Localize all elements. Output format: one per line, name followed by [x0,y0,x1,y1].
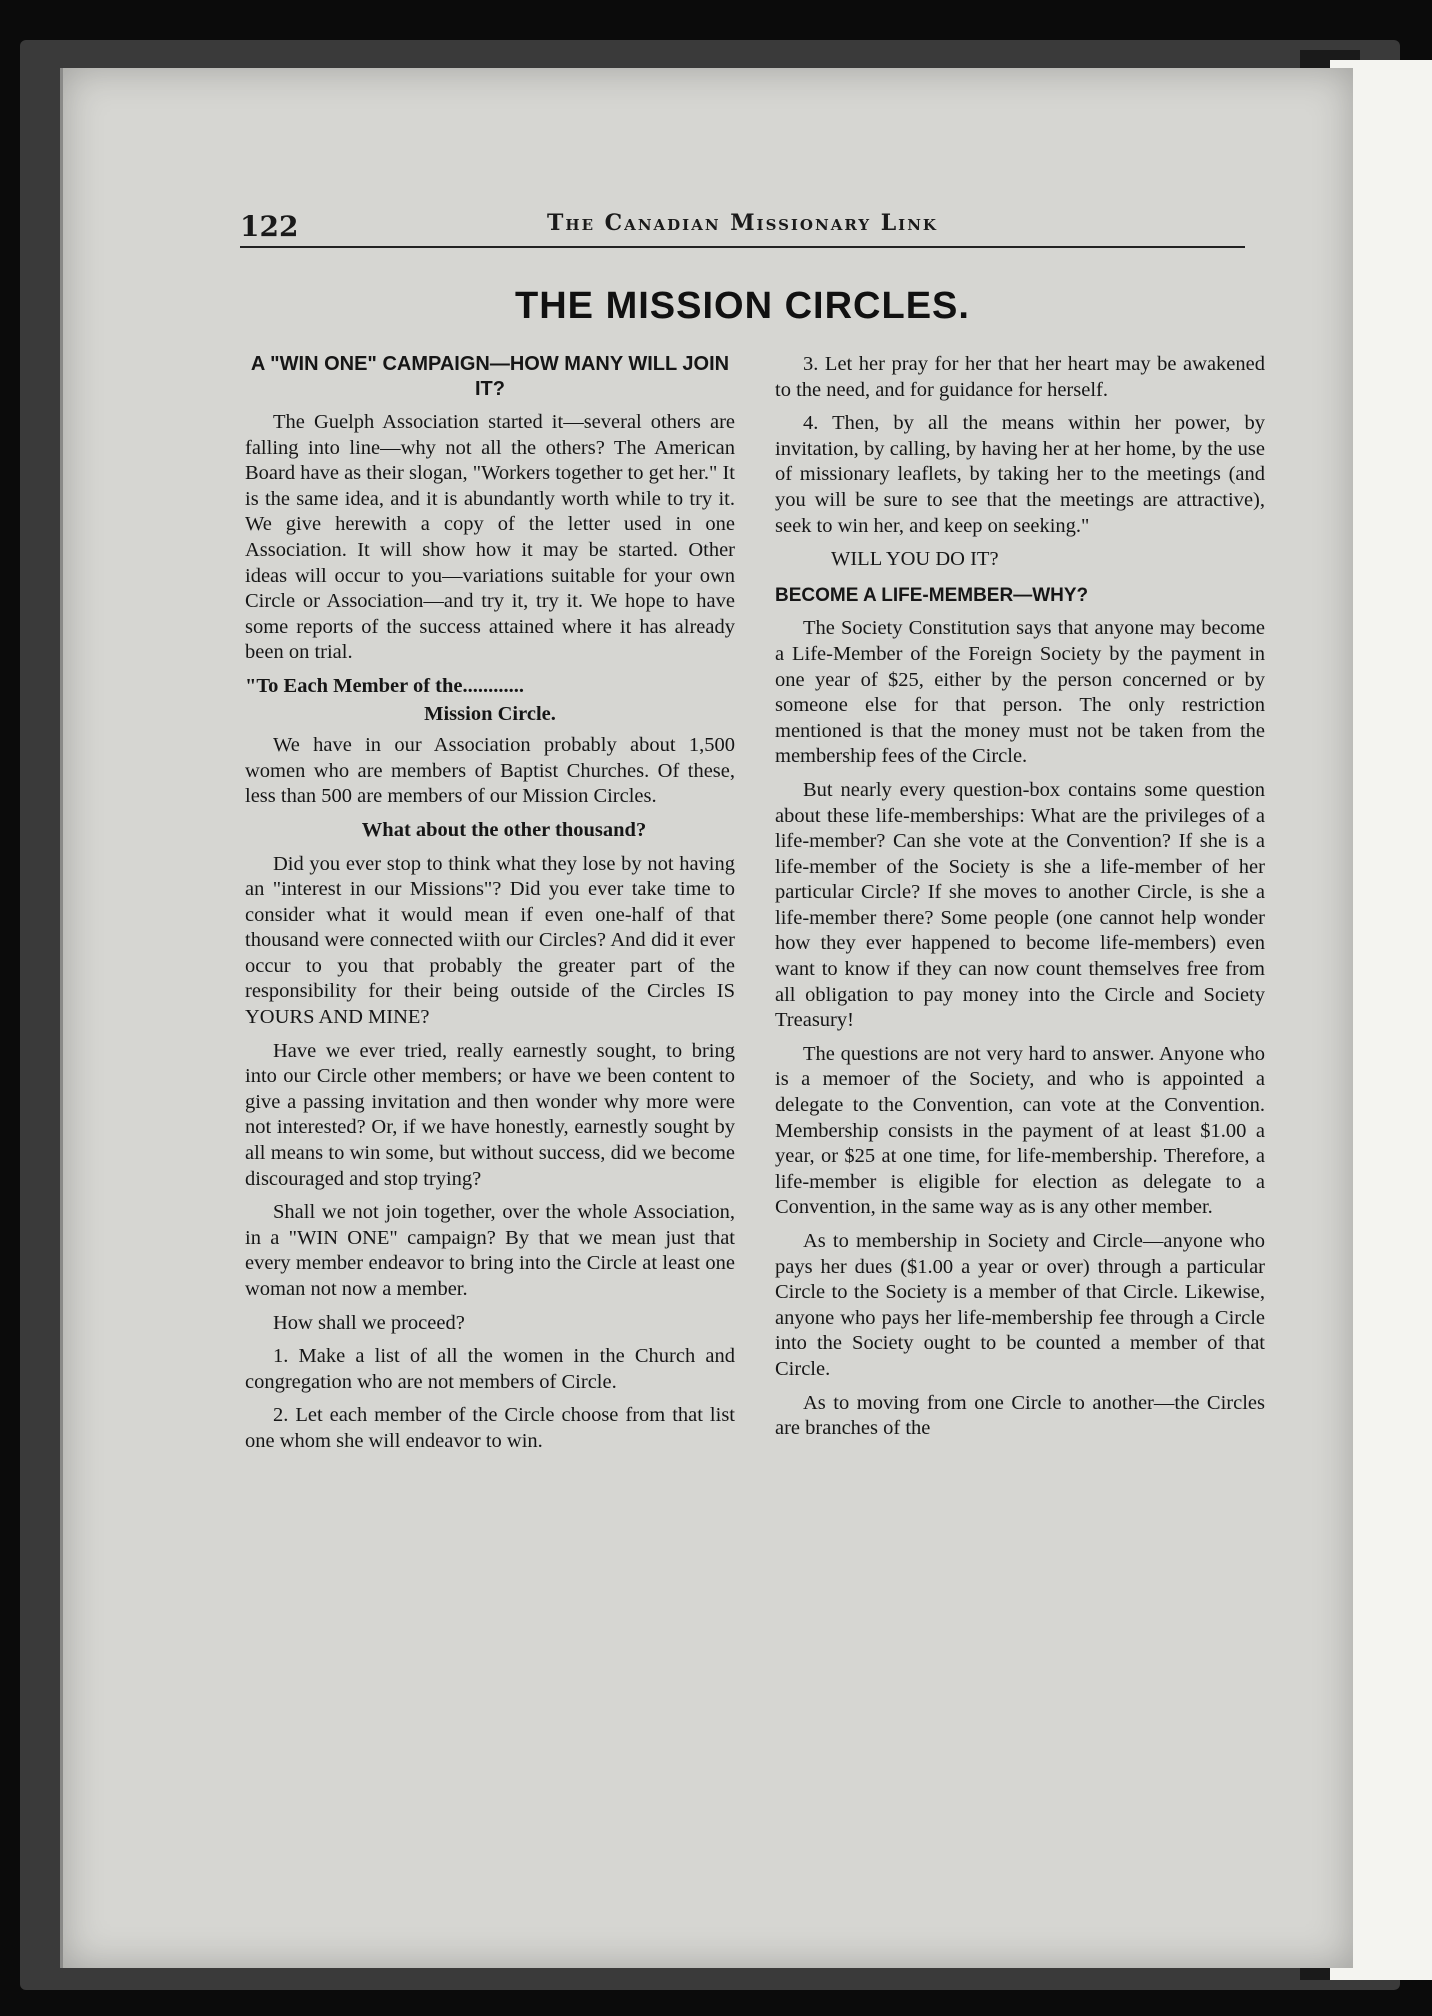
running-title: The Canadian Missionary Link [547,210,938,236]
list-item: 3. Let her pray for her that her heart may be awakened to the need, and for guidance for herself. [775,353,1265,401]
paragraph: We have in our Association probably about 1,500 women who are members of Baptist Churches. Of these, less than 500 are members of our Mission Circles. [245,734,735,808]
paragraph: The questions are not very hard to answer. Anyone who is a memoer of the Society, and who is appointed a delegate to the Convention, can vote at the Convention. Membership consists in the payment of at least $1.00 a year, or $25 at one time, for life-membership. Therefore, a life-member is eligible for election as delegate to a Convention, in the same way as is any other member. [775,1042,1265,1219]
page-header [240,200,1245,248]
paragraph: The Society Constitution says that anyone may become a Life-Member of the Foreign Society by the payment in one year of $25, either by the person concerned or by someone else for that person. The only restriction mentioned is that the money must not be taken from the membership fees of the Circle. [775,617,1265,768]
article-title: BECOME A LIFE-MEMBER—WHY? [775,584,1089,606]
paragraph: But nearly every question-box contains some question about these life-memberships: What are the privileges of a life-member? Can she vote at the Convention? If she is a life-member of the Society is she a life-member of her particular Circle? If she moves to another Circle, is she a life-member there? Some people (one cannot help wonder how they ever happened to become life-members) even want to know if they can now count themselves free from all obligation to pay money into the Circle and Society Treasury! [775,778,1265,1032]
page-number: 122 [240,210,299,243]
list-item: 2. Let each member of the Circle choose from that list one whom she will endeavor to win. [245,1404,735,1452]
letter-salutation: "To Each Member of the............ [245,674,525,697]
right-column [775,352,1265,1450]
letter-salutation-line2: Mission Circle. [424,702,556,725]
call-to-action: WILL YOU DO IT? [831,548,999,571]
paragraph: Shall we not join together, over the whole Association, in a "WIN ONE" campaign? By that we mean just that every member endeavor to bring into the Circle at least one woman not now a member. [245,1201,735,1300]
left-column [245,352,735,1463]
paragraph: As to moving from one Circle to another—the Circles are branches of the [775,1391,1265,1440]
list-item: 4. Then, by all the means within her power, by invitation, by calling, by having her at her home, by the use of missionary leaflets, by taking her to the meetings (and you will be sure to see that the meetings are attractive), seek to win her, and keep on seeking." [775,412,1265,537]
paragraph: How shall we proceed? [273,1311,465,1334]
paragraph: Did you ever stop to think what they lose by not having an "interest in our Missions"? Did you ever take time to consider what it would mean if even one-half of that thousand were connected wiith our Circles? And did it ever occur to you that probably the greater part of the responsibility for their being outside of the Circles IS YOURS AND MINE? [245,852,735,1029]
article-intro: The Guelph Association started it—several others are falling into line—why not all the others? The American Board have as their slogan, "Workers together to get her." It is the same idea, and it is abundantly worth while to try it. We give herewith a copy of the letter used in one Association. It will show how it may be started. Other ideas will occur to you—variations suitable for your own Circle or Association—and try it, try it. We hope to have some reports of the success attained where it has already been on trial. [245,411,735,664]
list-item: 1. Make a list of all the women in the Church and congregation who are not members of Circle. [245,1345,735,1393]
section-title: THE MISSION CIRCLES. [515,285,970,327]
paragraph: Have we ever tried, really earnestly sought, to bring into our Circle other members; or have we been content to give a passing invitation and then wonder why more were not interested? Or, if we have honestly, earnestly sought by all means to win some, but without success, did we become discouraged and stop trying? [245,1039,735,1190]
paragraph: As to membership in Society and Circle—anyone who pays her dues ($1.00 a year or over) through a particular Circle to the Society is a member of that Circle. Likewise, anyone who pays her life-membership fee through a Circle into the Society ought to be counted a member of that Circle. [775,1230,1265,1380]
article-title: A "WIN ONE" CAMPAIGN—HOW MANY WILL JOIN IT? [250,353,730,400]
emphasis-line: What about the other thousand? [361,818,647,841]
